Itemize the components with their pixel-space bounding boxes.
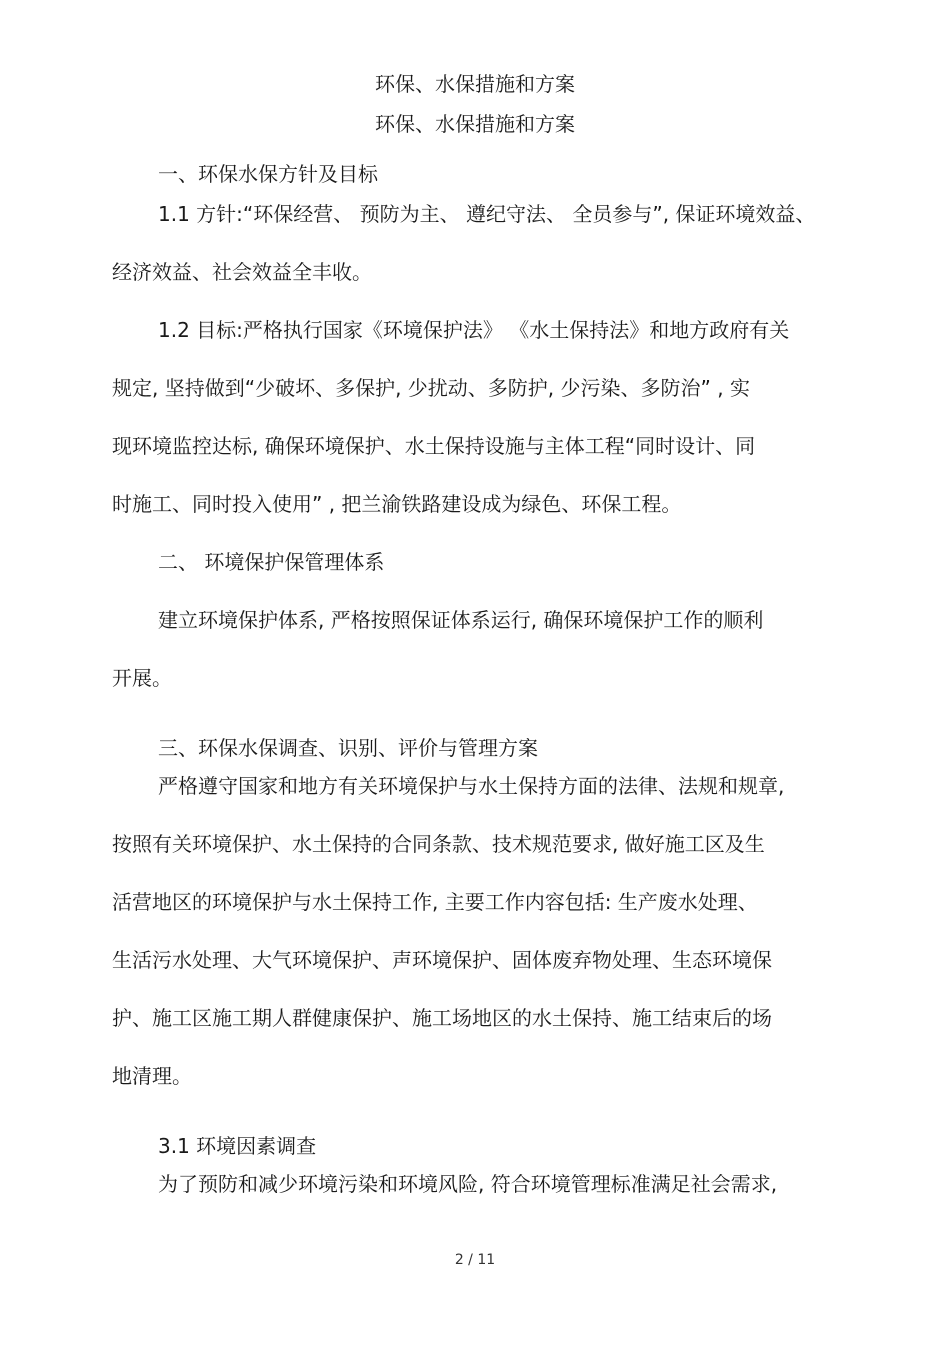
paragraph-line: 时施工、同时投入使用” , 把兰渝铁路建设成为绿色、环保工程。: [112, 492, 682, 516]
paragraph-line: 生活污水处理、大气环境保护、声环境保护、固体废弃物处理、生态环境保: [112, 948, 772, 972]
paragraph-line: 1.2 目标:严格执行国家《环境保护法》 《水土保持法》和地方政府有关: [158, 318, 790, 342]
paragraph-line: 规定, 坚持做到“少破坏、多保护, 少扰动、多防护, 少污染、多防治” , 实: [112, 376, 750, 400]
section-heading-2: 二、 环境保护保管理体系: [158, 550, 385, 574]
subsection-heading-3-1: 3.1 环境因素调查: [158, 1134, 317, 1158]
paragraph-line: 现环境监控达标, 确保环境保护、水土保持设施与主体工程“同时设计、同: [112, 434, 756, 458]
paragraph-line: 1.1 方针:“环保经营、 预防为主、 遵纪守法、 全员参与”, 保证环境效益、: [158, 202, 816, 226]
document-subtitle: 环保、水保措施和方案: [375, 112, 575, 136]
paragraph-line: 地清理。: [112, 1064, 192, 1088]
paragraph-line: 建立环境保护体系, 严格按照保证体系运行, 确保环境保护工作的顺利: [158, 608, 764, 632]
paragraph-line: 护、施工区施工期人群健康保护、施工场地区的水土保持、施工结束后的场: [112, 1006, 772, 1030]
section-heading-1: 一、环保水保方针及目标: [158, 162, 378, 186]
paragraph-line: 严格遵守国家和地方有关环境保护与水土保持方面的法律、法规和规章,: [158, 774, 785, 798]
document-title: 环保、水保措施和方案: [375, 72, 575, 96]
section-heading-3: 三、环保水保调查、识别、评价与管理方案: [158, 736, 538, 760]
paragraph-line: 为了预防和减少环境污染和环境风险, 符合环境管理标准满足社会需求,: [158, 1172, 778, 1196]
paragraph-line: 活营地区的环境保护与水土保持工作, 主要工作内容包括: 生产废水处理、: [112, 890, 758, 914]
paragraph-line: 经济效益、社会效益全丰收。: [112, 260, 372, 284]
page-number: 2 / 11: [454, 1252, 496, 1268]
paragraph-line: 开展。: [112, 666, 172, 690]
paragraph-line: 按照有关环境保护、水土保持的合同条款、技术规范要求, 做好施工区及生: [112, 832, 765, 856]
